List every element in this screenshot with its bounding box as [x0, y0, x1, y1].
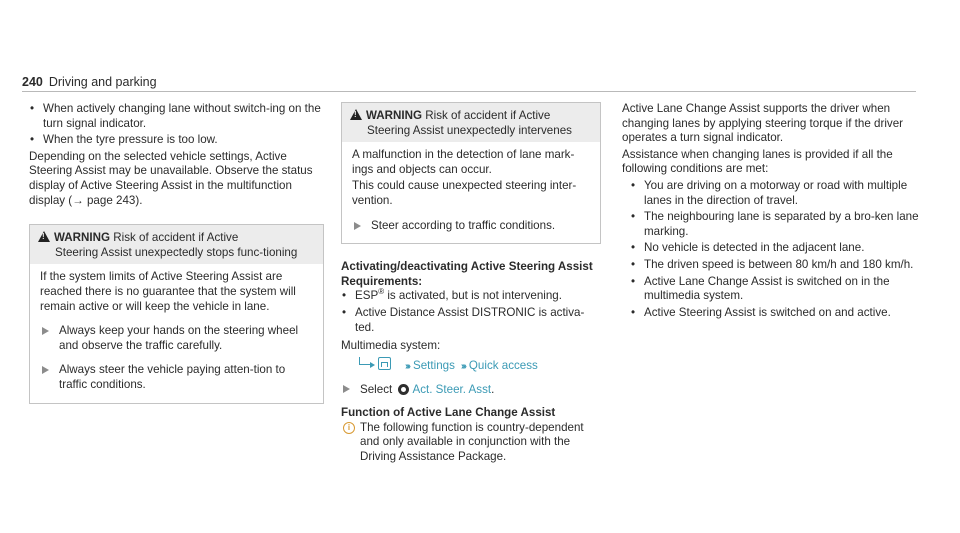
info-icon: i: [343, 422, 355, 434]
menu-path-arrow-icon: [359, 357, 370, 365]
warning-text: If the system limits of Active Steering Assist are reached there is no guarantee that the system will remain active or will keep the vehicle in lane.: [40, 270, 296, 313]
menu-quick-access[interactable]: Quick access: [468, 358, 538, 372]
header-divider: [22, 91, 916, 92]
req-text: ESP: [355, 289, 379, 303]
warning-heading: Risk of accident if Active: [425, 109, 551, 122]
column-2: [341, 102, 601, 464]
warning-heading-cont: Steering Assist unexpectedly stops func-tioning: [55, 245, 298, 259]
list-item: • Active Distance Assist DISTRONIC is activa-ted.: [341, 306, 601, 335]
warning-heading: Risk of accident if Active: [113, 231, 239, 245]
warning-triangle-icon: [350, 109, 362, 120]
action-step: [40, 363, 313, 392]
home-icon[interactable]: [378, 357, 391, 370]
warning-text: A malfunction in the detection of lane mark-ings and objects can occur.: [352, 148, 575, 176]
warning-triangle-icon: [38, 231, 50, 242]
column-1: [29, 102, 324, 404]
action-arrow-icon: [42, 366, 49, 374]
warning-header: [342, 103, 600, 142]
warning-body: [30, 264, 323, 402]
warning-label: WARNING: [54, 231, 111, 245]
paragraph: Active Lane Change Assist supports the driver when changing lanes by applying steering torque if the driver operates a turn signal indicator.: [622, 102, 904, 145]
req-text: is activated, but is not intervening.: [384, 289, 562, 303]
chapter-title: Driving and parking: [48, 75, 157, 89]
list-item: • You are driving on a motorway or road with multiple lanes in the direction of travel.: [630, 179, 922, 208]
subsection-title: Function of Active Lane Change Assist: [341, 405, 556, 419]
list-item: • No vehicle is detected in the adjacent lane.: [630, 241, 922, 256]
action-arrow-icon: [343, 385, 350, 393]
list-item: [341, 289, 601, 304]
action-arrow-icon: [354, 222, 361, 230]
action-step: [341, 382, 601, 398]
action-arrow-icon: [42, 327, 49, 335]
warning-box: [341, 102, 601, 244]
warning-heading-cont: Steering Assist unexpectedly intervenes: [367, 123, 572, 137]
warning-header: [30, 225, 323, 264]
action-text: Select: [360, 383, 393, 397]
list-item: • Active Steering Assist is switched on and active.: [630, 306, 922, 321]
paragraph: Depending on the selected vehicle settings, Active Steering Assist may be unavailable. Observe the status display of Active Steering Assist in the multifunction display (→ page 243).: [29, 149, 313, 207]
list-item: • The driven speed is between 80 km/h and 180 km/h.: [630, 258, 922, 273]
list-item: • Active Lane Change Assist is switched on in the multimedia system.: [630, 275, 922, 304]
registered-mark: ®: [378, 287, 385, 297]
requirements-label: Requirements:: [341, 274, 423, 288]
page-header: [22, 75, 916, 91]
paragraph: Assistance when changing lanes is provided if all the following conditions are met:: [622, 147, 893, 176]
period: .: [491, 383, 495, 397]
action-text: Steer according to traffic conditions.: [371, 218, 556, 232]
action-text: Always steer the vehicle paying atten-tion to traffic conditions.: [59, 363, 286, 391]
action-step: [40, 324, 313, 353]
note: [341, 421, 601, 465]
warning-text: This could cause unexpected steering inter-vention.: [352, 179, 577, 207]
warning-label: WARNING: [366, 109, 423, 122]
chevron-right-icon: ›››: [405, 360, 409, 372]
list-item: • When actively changing lane without switch-ing on the turn signal indicator.: [29, 102, 324, 131]
list-item: • The neighbouring lane is separated by a bro-ken lane marking.: [630, 210, 922, 239]
menu-path: [341, 356, 601, 375]
steering-wheel-icon: [398, 384, 409, 395]
warning-body: [342, 142, 600, 243]
page-number: 240: [22, 75, 43, 89]
warning-box: [29, 224, 324, 403]
menu-act-steer-asst[interactable]: Act. Steer. Asst: [412, 383, 492, 397]
section-title: Activating/deactivating Active Steering Assist: [341, 260, 593, 274]
action-step: [352, 219, 590, 234]
column-3: [622, 102, 922, 322]
note-text: The following function is country-dependent and only available in conjunction with the Driving Assistance Package.: [360, 420, 584, 463]
action-text: Always keep your hands on the steering wheel and observe the traffic carefully.: [59, 324, 299, 352]
list-item: • When the tyre pressure is too low.: [29, 133, 324, 148]
multimedia-label: Multimedia system:: [341, 339, 441, 353]
menu-settings[interactable]: Settings: [413, 358, 455, 372]
chevron-right-icon: ›››: [460, 360, 465, 372]
